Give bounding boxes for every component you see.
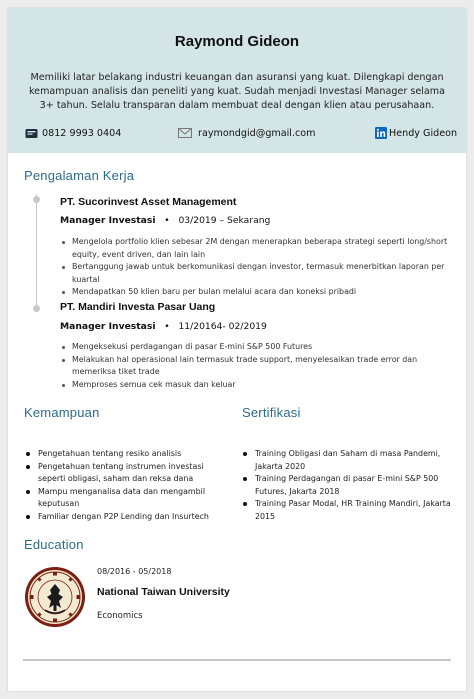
meta-separator: • <box>158 321 176 332</box>
bottom-divider <box>23 659 451 661</box>
certification-item: Training Perdagangan di pasar E-mini S&P 500 Futures, Jakarta 2018 <box>243 473 453 498</box>
phone-contact <box>25 126 121 140</box>
phone-icon <box>25 128 38 139</box>
job-role-period <box>60 215 270 226</box>
job-bullets <box>60 236 450 299</box>
job-role: Manager Investasi <box>60 215 156 226</box>
linkedin-contact <box>375 126 457 140</box>
email-icon <box>178 128 192 138</box>
job-bullet: Mendapatkan 50 klien baru per bulan melalui acara dan koneksi pribadi <box>60 286 450 299</box>
skill-item: Mampu menganalisa data dan mengambil keputusan <box>26 486 226 511</box>
linkedin-name[interactable]: Hendy Gideon <box>389 127 458 139</box>
job-role: Manager Investasi <box>60 321 156 332</box>
job-company: PT. Sucorinvest Asset Management <box>60 196 237 208</box>
skill-item: Pengetahuan tentang instrumen investasi seperti obligasi, saham dan reksa dana <box>26 461 226 486</box>
timeline-dot <box>33 305 40 312</box>
skills-section-title: Kemampuan <box>24 405 100 420</box>
job-bullet: Bertanggung jawab untuk berkomunikasi dengan investor, termasuk menerbitkan laporan per kuartal <box>60 261 450 286</box>
job-company: PT. Mandiri Investa Pasar Uang <box>60 301 216 313</box>
certification-item: Training Pasar Modal, HR Training Mandiri, Jakarta 2015 <box>243 498 453 523</box>
skill-item: Familiar dengan P2P Lending dan Insurtech <box>26 511 226 524</box>
email-contact <box>178 126 316 140</box>
email-address[interactable]: raymondgid@gmail.com <box>198 127 316 139</box>
resume-page <box>8 8 466 691</box>
certifications-list <box>243 448 453 523</box>
phone-number: 0812 9993 0404 <box>42 127 122 139</box>
education-section-title: Education <box>24 537 84 552</box>
job-bullet: Memproses semua cek masuk dan keluar <box>60 379 452 392</box>
education-date: 08/2016 - 05/2018 <box>97 567 172 576</box>
meta-separator: • <box>158 215 176 226</box>
timeline-dot <box>33 196 40 203</box>
education-school: National Taiwan University <box>97 586 230 598</box>
job-bullet: Melakukan hal operasional lain termasuk trade support, menyelesaikan trade error dan memeriksa tiket trade <box>60 354 452 379</box>
education-major: Economics <box>97 611 143 621</box>
certification-item: Training Obligasi dan Saham di masa Pandemi, Jakarta 2020 <box>243 448 453 473</box>
certifications-section-title: Sertifikasi <box>242 405 301 420</box>
experience-section-title: Pengalaman Kerja <box>24 168 135 183</box>
profile-summary: Memiliki latar belakang industri keuangan dan asuransi yang kuat. Dilengkapi dengan kemampuan analisis dan peneliti yang kuat. Sudah menjadi Investasi Manager selama 3+ tahun. Selalu transparan dalam membuat deal dengan klien atau perusahaan. <box>28 72 446 111</box>
linkedin-icon <box>375 127 387 139</box>
job-bullet: Mengeksekusi perdagangan di pasar E-mini S&P 500 Futures <box>60 341 452 354</box>
resume-header <box>8 8 466 153</box>
university-seal-icon <box>24 566 86 628</box>
job-bullets <box>60 341 452 391</box>
job-role-period <box>60 321 267 332</box>
candidate-name: Raymond Gideon <box>174 33 300 50</box>
skills-list <box>26 448 226 523</box>
job-bullet: Mengelola portfolio klien sebesar 2M dengan menerapkan beberapa strategi seperti long/short equity, event driven, dan lain lain <box>60 236 450 261</box>
timeline-line <box>36 194 37 312</box>
job-period: 11/20164- 02/2019 <box>178 321 267 332</box>
job-period: 03/2019 – Sekarang <box>178 215 271 226</box>
skill-item: Pengetahuan tentang resiko analisis <box>26 448 226 461</box>
